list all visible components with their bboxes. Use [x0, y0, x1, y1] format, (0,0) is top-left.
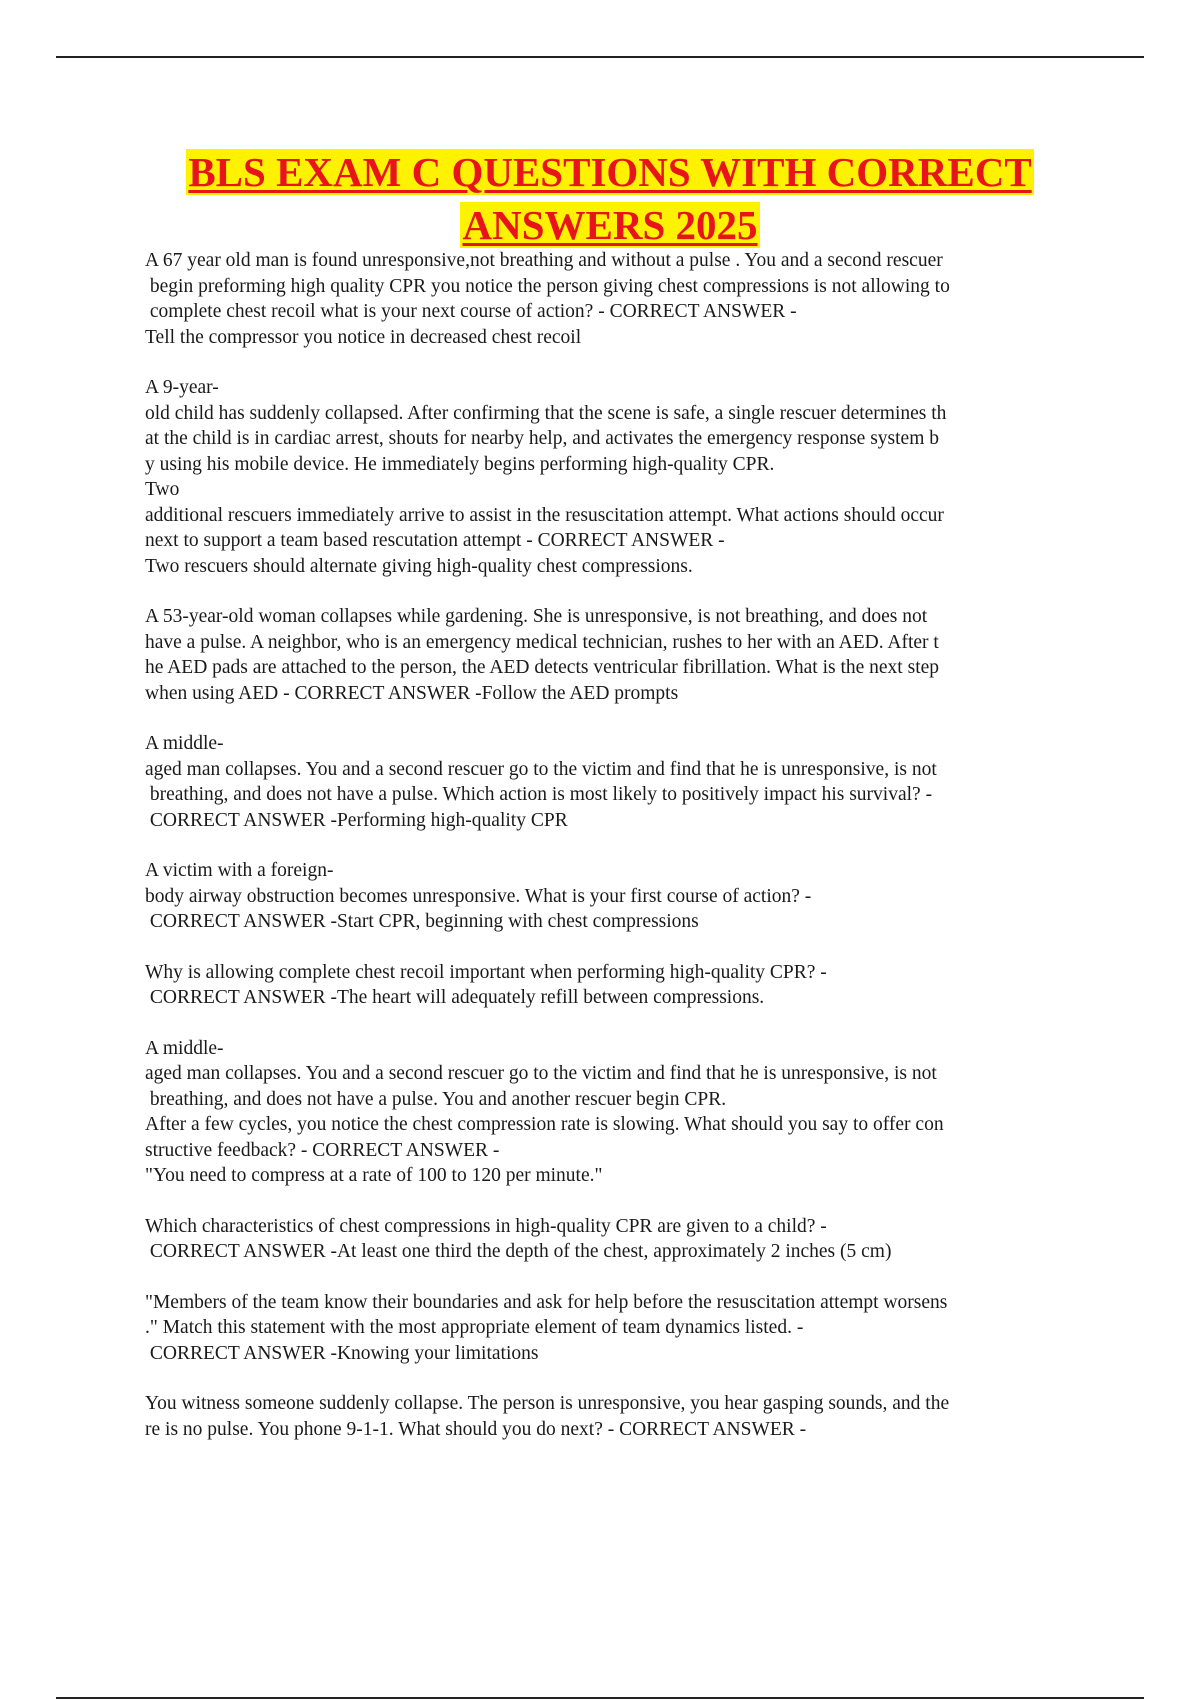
- text-line: After a few cycles, you notice the chest compression rate is slowing. What should you say to offer con: [145, 1114, 944, 1135]
- text-line: CORRECT ANSWER -At least one third the depth of the chest, approximately 2 inches (5 cm): [145, 1241, 892, 1262]
- text-line: ." Match this statement with the most appropriate element of team dynamics listed. -: [145, 1317, 804, 1338]
- question-list: [145, 248, 1090, 1467]
- text-line: Tell the compressor you notice in decreased chest recoil: [145, 326, 582, 348]
- text-line: body airway obstruction becomes unresponsive. What is your first course of action? -: [145, 885, 812, 907]
- text-line: re is no pulse. You phone 9-1-1. What should you do next? - CORRECT ANSWER -: [145, 1418, 807, 1440]
- text-line: next to support a team based rescutation attempt - CORRECT ANSWER -: [145, 530, 725, 551]
- title-line-2: ANSWERS 2025: [462, 202, 758, 248]
- top-rule: [56, 56, 1144, 58]
- document-title: [150, 146, 1070, 252]
- question-answer-block: [145, 1214, 1090, 1265]
- text-line: A 53-year-old woman collapses while gardening. She is unresponsive, is not breathing, and does not: [145, 606, 928, 627]
- text-line: A victim with a foreign-: [145, 860, 334, 881]
- text-line: y using his mobile device. He immediately begins performing high-quality CPR.: [145, 453, 775, 475]
- text-line: "Members of the team know their boundaries and ask for help before the resuscitation attempt worsens: [145, 1291, 948, 1313]
- text-line: Why is allowing complete chest recoil important when performing high-quality CPR? -: [145, 961, 827, 983]
- question-answer-block: [145, 1036, 1090, 1189]
- text-line: he AED pads are attached to the person, the AED detects ventricular fibrillation. What is the next step: [145, 657, 940, 678]
- text-line: CORRECT ANSWER -The heart will adequately refill between compressions.: [145, 987, 765, 1008]
- text-line: You witness someone suddenly collapse. The person is unresponsive, you hear gasping sounds, and the: [145, 1393, 950, 1414]
- question-answer-block: [145, 248, 1090, 350]
- text-line: CORRECT ANSWER -Knowing your limitations: [145, 1342, 539, 1364]
- text-line: begin preforming high quality CPR you notice the person giving chest compressions is not allowing to: [145, 275, 950, 297]
- text-line: Two rescuers should alternate giving high-quality chest compressions.: [145, 555, 693, 577]
- text-line: A 67 year old man is found unresponsive,not breathing and without a pulse . You and a second rescuer: [145, 250, 943, 271]
- text-line: CORRECT ANSWER -Performing high-quality CPR: [145, 809, 568, 831]
- text-line: Which characteristics of chest compressions in high-quality CPR are given to a child? -: [145, 1215, 827, 1237]
- text-line: "You need to compress at a rate of 100 to 120 per minute.": [145, 1165, 603, 1186]
- question-answer-block: [145, 1391, 1090, 1442]
- text-line: Two: [145, 479, 180, 500]
- text-line: aged man collapses. You and a second rescuer go to the victim and find that he is unresponsive, is not: [145, 758, 937, 780]
- question-answer-block: [145, 375, 1090, 579]
- text-line: A 9-year-: [145, 377, 219, 398]
- text-line: complete chest recoil what is your next course of action? - CORRECT ANSWER -: [145, 301, 797, 322]
- text-line: breathing, and does not have a pulse. Which action is most likely to positively impact his survival? -: [145, 784, 933, 805]
- title-line-1: BLS EXAM C QUESTIONS WITH CORRECT: [188, 149, 1032, 195]
- text-line: have a pulse. A neighbor, who is an emergency medical technician, rushes to her with an AED. After t: [145, 631, 939, 653]
- text-line: structive feedback? - CORRECT ANSWER -: [145, 1139, 500, 1161]
- text-line: when using AED - CORRECT ANSWER -Follow the AED prompts: [145, 682, 679, 704]
- question-answer-block: [145, 604, 1090, 706]
- bottom-rule: [56, 1697, 1144, 1699]
- text-line: additional rescuers immediately arrive to assist in the resuscitation attempt. What actions should occur: [145, 504, 944, 526]
- question-answer-block: [145, 731, 1090, 833]
- question-answer-block: [145, 960, 1090, 1011]
- text-line: A middle-: [145, 1037, 224, 1059]
- question-answer-block: [145, 858, 1090, 935]
- text-line: aged man collapses. You and a second rescuer go to the victim and find that he is unresponsive, is not: [145, 1063, 937, 1084]
- text-line: CORRECT ANSWER -Start CPR, beginning with chest compressions: [145, 911, 699, 932]
- text-line: old child has suddenly collapsed. After confirming that the scene is safe, a single rescuer determines th: [145, 402, 947, 424]
- text-line: breathing, and does not have a pulse. You and another rescuer begin CPR.: [145, 1088, 727, 1110]
- text-line: at the child is in cardiac arrest, shouts for nearby help, and activates the emergency response system b: [145, 428, 939, 449]
- question-answer-block: [145, 1290, 1090, 1367]
- text-line: A middle-: [145, 733, 224, 754]
